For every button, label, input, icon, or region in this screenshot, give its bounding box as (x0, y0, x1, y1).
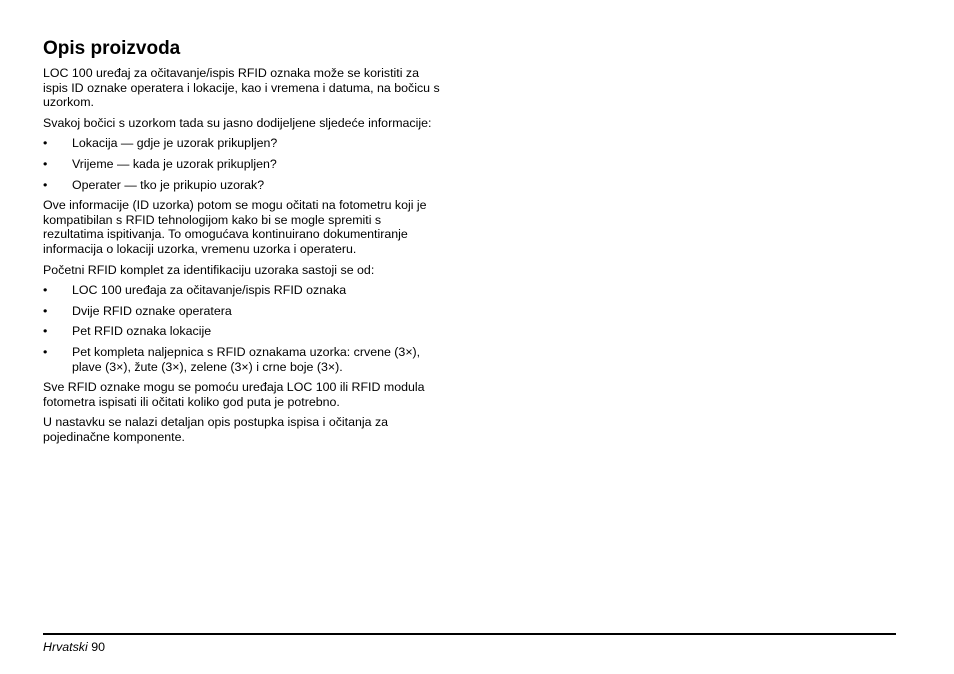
list-item (43, 136, 463, 151)
page-title: Opis proizvoda (43, 38, 181, 59)
document-body (43, 66, 463, 450)
kit-intro-paragraph: Početni RFID komplet za identifikaciju uzoraka sastoji se od: (43, 262, 375, 277)
transfer-paragraph: Ove informacije (ID uzorka) potom se mogu očitati na fotometru koji je kompatibilan s RFID tehnologijom kako bi se mogle spremiti s rezultatima ispitivanja. To omogućava kontinuirano dokumentiranje informacija o lokaciji uzorka, vremenu uzorka i operateru. (43, 198, 427, 256)
list-item-text: Operater — tko je prikupio uzorak? (72, 177, 265, 192)
info-list (43, 136, 463, 192)
bullet-icon: • (43, 324, 48, 339)
bullet-icon: • (43, 303, 48, 318)
list-item-text: Pet kompleta naljepnica s RFID oznakama uzorka: crvene (3×), plave (3×), žute (3×), zelene (3×) i crne boje (3×). (72, 344, 421, 374)
list-item-text: Vrijeme — kada je uzorak prikupljen? (72, 156, 277, 171)
footer-divider (43, 633, 896, 635)
list-item-text: LOC 100 uređaja za očitavanje/ispis RFID oznaka (72, 283, 347, 298)
kit-list (43, 283, 463, 374)
list-item-text: Pet RFID oznaka lokacije (72, 324, 212, 339)
list-item (43, 157, 463, 172)
list-item (43, 304, 463, 319)
bullet-icon: • (43, 283, 48, 298)
list-item-text: Lokacija — gdje je uzorak prikupljen? (72, 136, 278, 151)
detail-note-paragraph: U nastavku se nalazi detaljan opis postupka ispisa i očitanja za pojedinačne komponente. (43, 415, 389, 444)
bullet-icon: • (43, 136, 48, 151)
list-item (43, 283, 463, 298)
bullet-icon: • (43, 344, 48, 359)
list-item (43, 178, 463, 193)
footer-language: Hrvatski (43, 640, 88, 654)
list-item (43, 345, 463, 374)
page-footer (43, 640, 105, 654)
info-intro-paragraph: Svakoj bočici s uzorkom tada su jasno dodijeljene sljedeće informacije: (43, 115, 432, 130)
bullet-icon: • (43, 177, 48, 192)
intro-paragraph: LOC 100 uređaj za očitavanje/ispis RFID oznaka može se koristiti za ispis ID oznake operatera i lokacije, kao i vremena i datuma, na bočicu s uzorkom. (43, 66, 440, 110)
list-item-text: Dvije RFID oznake operatera (72, 303, 232, 318)
bullet-icon: • (43, 156, 48, 171)
list-item (43, 324, 463, 339)
print-note-paragraph: Sve RFID oznake mogu se pomoću uređaja LOC 100 ili RFID modula fotometra ispisati ili očitati koliko god puta je potrebno. (43, 380, 425, 409)
footer-page-number: 90 (91, 640, 105, 654)
